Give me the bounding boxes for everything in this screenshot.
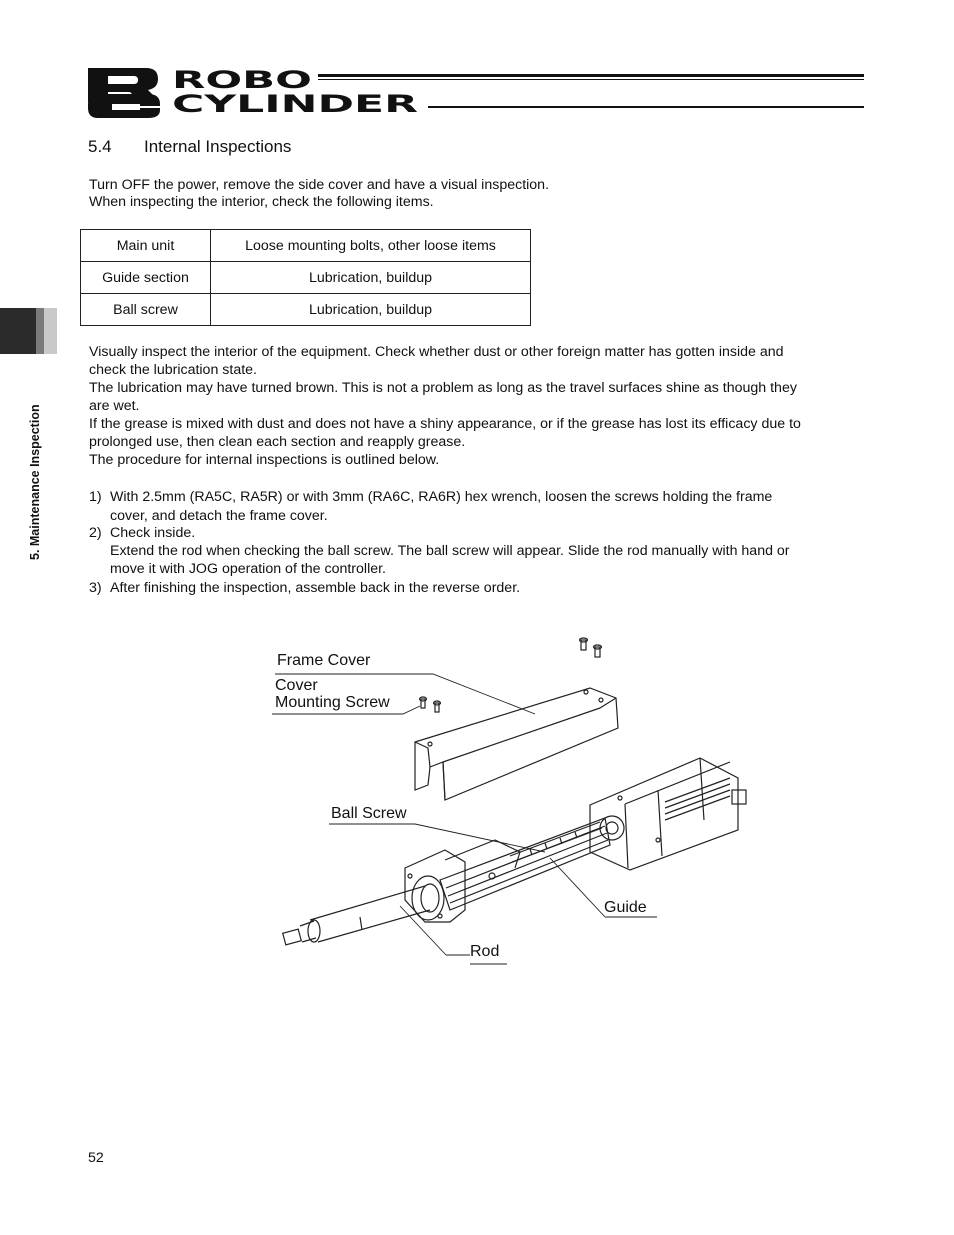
body-line: The procedure for internal inspections is outlined below. bbox=[89, 452, 440, 468]
table-cell: Main unit bbox=[81, 230, 211, 262]
body-line: check the lubrication state. bbox=[89, 362, 257, 378]
body-line: If the grease is mixed with dust and does not have a shiny appearance, or if the grease has lost its efficacy due to bbox=[89, 416, 801, 432]
step-text: move it with JOG operation of the controller. bbox=[110, 561, 386, 577]
header-rule-top-thick bbox=[318, 74, 864, 77]
page-number: 52 bbox=[88, 1150, 104, 1166]
table-cell: Lubrication, buildup bbox=[211, 262, 531, 294]
loose-screws-icon bbox=[580, 638, 602, 657]
label-ball-screw: Ball Screw bbox=[331, 805, 407, 822]
body-line: Visually inspect the interior of the equipment. Check whether dust or other foreign matter has gotten inside and bbox=[89, 344, 784, 360]
table-row bbox=[81, 262, 531, 294]
section-number: 5.4 bbox=[88, 137, 112, 156]
table-cell: Loose mounting bolts, other loose items bbox=[211, 230, 531, 262]
rod-part bbox=[283, 886, 430, 945]
chapter-side-label: 5. Maintenance Inspection bbox=[28, 404, 42, 560]
step-text: After finishing the inspection, assemble back in the reverse order. bbox=[110, 580, 521, 596]
ball-screw-part bbox=[510, 822, 602, 862]
step-number: 3) bbox=[89, 580, 102, 596]
step-text: cover, and detach the frame cover. bbox=[110, 508, 328, 524]
table-row bbox=[81, 230, 531, 262]
step-number: 1) bbox=[89, 489, 102, 505]
body-line: are wet. bbox=[89, 398, 140, 414]
body-line: prolonged use, then clean each section and reapply grease. bbox=[89, 434, 466, 450]
section-heading bbox=[88, 137, 291, 157]
body-line: The lubrication may have turned brown. This is not a problem as long as the travel surfaces shine as though they bbox=[89, 380, 797, 396]
label-cover-screw-line2: Mounting Screw bbox=[275, 694, 390, 711]
section-title: Internal Inspections bbox=[144, 137, 292, 156]
inspection-items-table bbox=[80, 229, 531, 326]
cover-screws-icon bbox=[420, 697, 441, 712]
chapter-tab-marker-mid bbox=[36, 308, 44, 354]
chapter-tab-marker-light bbox=[44, 308, 57, 354]
table-cell: Ball screw bbox=[81, 294, 211, 326]
actuator-exploded-figure bbox=[260, 630, 780, 975]
chapter-tab-marker bbox=[0, 308, 36, 354]
label-frame-cover: Frame Cover bbox=[277, 652, 371, 669]
header-rule-top-thin bbox=[318, 79, 864, 80]
logo-robo-text: ROBO bbox=[172, 66, 312, 94]
motor-part bbox=[590, 758, 746, 870]
intro-line-1: Turn OFF the power, remove the side cover and have a visual inspection. bbox=[89, 177, 550, 193]
logo-cylinder-text: CYLINDER bbox=[172, 90, 418, 118]
table-cell: Lubrication, buildup bbox=[211, 294, 531, 326]
intro-line-2: When inspecting the interior, check the following items. bbox=[89, 194, 434, 210]
header-rule-bottom bbox=[428, 106, 864, 108]
label-cover-screw-line1: Cover bbox=[275, 677, 318, 694]
label-guide: Guide bbox=[604, 899, 647, 916]
step-number: 2) bbox=[89, 525, 102, 541]
label-rod: Rod bbox=[470, 943, 500, 960]
step-text: Check inside. bbox=[110, 525, 196, 541]
step-text: Extend the rod when checking the ball screw. The ball screw will appear. Slide the rod manually with hand or bbox=[110, 543, 790, 559]
table-cell: Guide section bbox=[81, 262, 211, 294]
frame-cover-part bbox=[415, 688, 618, 800]
step-text: With 2.5mm (RA5C, RA5R) or with 3mm (RA6C, RA6R) hex wrench, loosen the screws holding the frame bbox=[110, 489, 773, 505]
actuator-drawing bbox=[260, 630, 780, 975]
table-row bbox=[81, 294, 531, 326]
